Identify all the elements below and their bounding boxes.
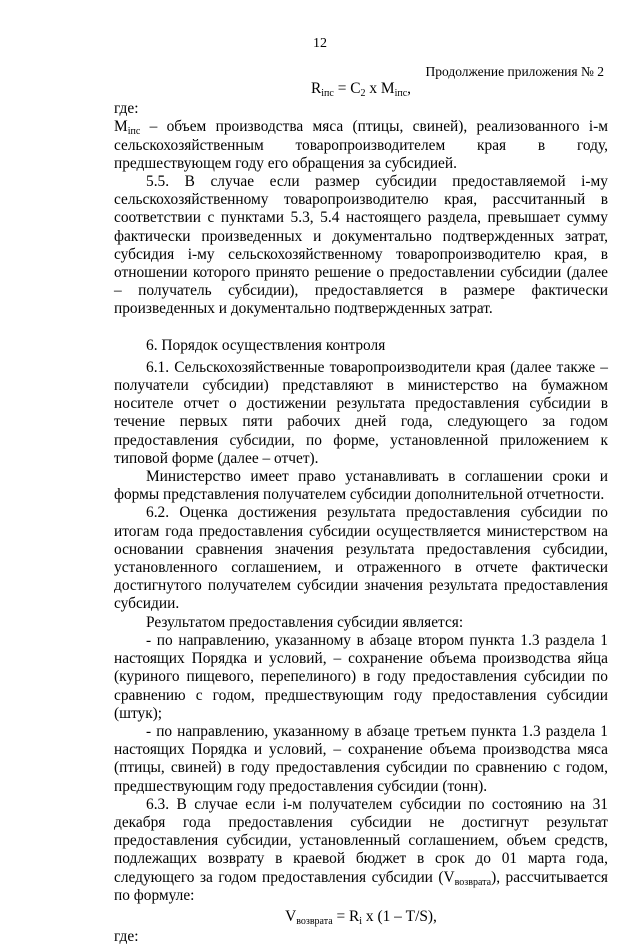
section-6-title: 6. Порядок осуществления контроля (146, 336, 386, 354)
paragraph-6-1: 6.1. Сельскохозяйственные товаропроизводители края (далее также – получатели субсидии) представляют в министерство на бумажном носителе отчет о достижении результата предоставления субсидии в течение первых пяти рабочих дней года, следующего за годом предоставления субсидии, по форме, установленной приложением к типовой форме (далее – отчет). (114, 358, 608, 467)
paragraph-result-intro: Результатом предоставления субсидии является: (146, 613, 464, 631)
document-body (114, 80, 608, 946)
paragraph-5-5: 5.5. В случае если размер субсидии предоставляемой i-му сельскохозяйственному товаропроизводителю края, рассчитанный в соответствии с пунктами 5.3, 5.4 настоящего раздела, превышает сумму фактически произведенных и документально подтвержденных затрат, субсидия i-му сельскохозяйственному товаропроизводителю края, в отношении которого принято решение о предоставлении субсидии (далее – получатель субсидии), предоставляется в размере фактически произведенных и документально подтвержденных затрат. (114, 173, 608, 318)
where-label-2: где: (114, 928, 139, 946)
formula-v-return: $V_{возврата} = R_i$ х (1 – T/S), (285, 907, 437, 927)
paragraph-ministry-rights: Министерство имеет право устанавливать в соглашении сроки и формы представления получателем субсидии дополнительной отчетности. (114, 468, 608, 504)
paragraph-direction-meat: - по направлению, указанному в абзаце третьем пункта 1.3 раздела 1 настоящих Порядка и условий, – сохранение объема производства мяса (птицы, свиней) в году предоставления субсидии по сравнению с годом, предшествующим году предоставления субсидии (тонн). (114, 722, 608, 795)
appendix-label: Продолжение приложения № 2 (425, 64, 604, 79)
m-definition: $М_{iпс}$ – объем производства мяса (птицы, свиней), реализованного i-м сельскохозяйственным товаропроизводителем края в году, предшествующем году его обращения за субсидией. (114, 118, 608, 172)
formula-r-ips: $R_{iпс} = С_2$ х $М_{iпс}$, (311, 80, 411, 99)
where-label: где: (114, 100, 139, 118)
paragraph-6-3: 6.3. В случае если i-м получателем субсидии по состоянию на 31 декабря года предоставления субсидии не достигнут результат предоставления субсидии, установленный соглашением, объем средств, подлежащих возврату в краевой бюджет в срок до 01 марта года, следующего за годом предоставления субсидии $(V_{возврата})$, рассчитывается по формуле: (114, 795, 608, 904)
paragraph-6-2: 6.2. Оценка достижения результата предоставления субсидии по итогам года предоставления субсидии осуществляется министерством на основании сравнения значения результата предоставления субсидии, установленного соглашением, и отраженного в отчете фактически достигнутого получателем субсидии значения результата предоставления субсидии. (114, 504, 608, 613)
paragraph-direction-eggs: - по направлению, указанному в абзаце втором пункта 1.3 раздела 1 настоящих Порядка и условий, – сохранение объема производства яйца (куриного пищевого, перепелиного) в году предоставления субсидии по сравнению с годом, предшествующим году предоставления субсидии (штук); (114, 631, 608, 722)
page-number: 12 (313, 36, 327, 51)
